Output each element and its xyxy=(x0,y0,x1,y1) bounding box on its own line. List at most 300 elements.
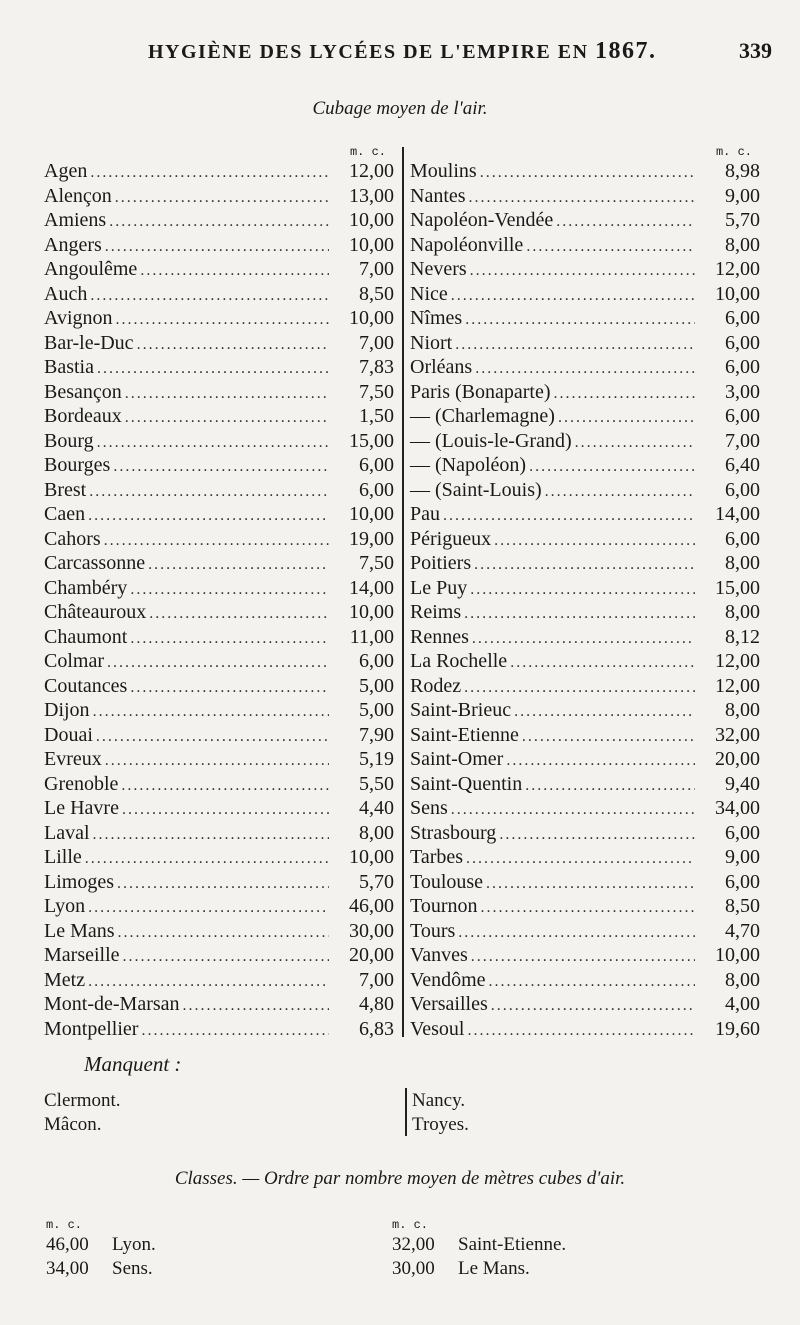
air-volume-value: 10,00 xyxy=(715,944,760,966)
classes-right xyxy=(392,1218,566,1282)
air-volume-value: 15,00 xyxy=(715,576,760,599)
air-volume-value: 12,00 xyxy=(715,674,760,697)
air-volume-value: 8,12 xyxy=(725,625,760,648)
lycee-name: Nevers xyxy=(410,258,467,280)
right-column xyxy=(410,145,760,1042)
page-number: 339 xyxy=(739,38,772,63)
table-subtitle: Cubage moyen de l'air. xyxy=(312,98,488,119)
table-row xyxy=(44,209,394,234)
table-row xyxy=(410,577,760,602)
leader-dots xyxy=(122,801,329,819)
classes-name: Sens. xyxy=(112,1258,153,1279)
lycee-name: Sens xyxy=(410,797,448,819)
air-volume-value: 10,00 xyxy=(349,846,394,868)
lycee-name: Périgueux xyxy=(410,527,492,550)
lycee-name: Amiens xyxy=(44,209,107,231)
column-divider xyxy=(402,147,404,1037)
leader-dots xyxy=(464,679,695,697)
table-row xyxy=(410,430,760,455)
table-row xyxy=(44,160,394,185)
air-volume-value: 6,40 xyxy=(725,454,760,476)
classes-value: 46,00 xyxy=(46,1234,89,1255)
lycee-name: Carcassonne xyxy=(44,552,146,574)
air-volume-value: 14,00 xyxy=(349,576,394,599)
table-row xyxy=(44,822,394,847)
table-row xyxy=(44,699,394,724)
classes-heading xyxy=(0,1168,800,1190)
lycee-name: Lille xyxy=(44,846,82,868)
lycee-name: Le Puy xyxy=(410,576,468,599)
leader-dots xyxy=(97,360,329,378)
classes-row xyxy=(46,1258,156,1282)
air-volume-value: 4,70 xyxy=(725,919,760,942)
leader-dots xyxy=(115,189,329,207)
lycee-name: Tarbes xyxy=(410,846,464,868)
lycee-name: Cahors xyxy=(44,527,101,550)
leader-dots xyxy=(90,164,329,182)
lycee-name: Bordeaux xyxy=(44,405,122,427)
leader-dots xyxy=(510,654,695,672)
air-volume-value: 8,50 xyxy=(359,282,394,305)
leader-dots xyxy=(455,336,695,354)
leader-dots xyxy=(467,1022,695,1040)
table-row xyxy=(44,503,394,528)
running-title-text: HYGIÈNE DES LYCÉES DE L'EMPIRE EN xyxy=(148,41,589,63)
leader-dots xyxy=(149,605,329,623)
air-volume-value: 6,00 xyxy=(725,478,760,501)
lycee-name: Limoges xyxy=(44,870,114,893)
lycee-name: Agen xyxy=(44,160,88,182)
leader-dots xyxy=(96,728,329,746)
leader-dots xyxy=(529,458,695,476)
leader-dots xyxy=(121,777,329,795)
leader-dots xyxy=(141,1022,329,1040)
lycee-name: Tournon xyxy=(410,895,478,917)
air-volume-value: 8,00 xyxy=(359,821,394,844)
leader-dots xyxy=(140,262,329,280)
air-volume-value: 14,00 xyxy=(715,503,760,525)
table-row xyxy=(410,381,760,406)
air-volume-value: 8,00 xyxy=(725,968,760,991)
lycee-name: Niort xyxy=(410,331,453,354)
air-volume-value: 8,98 xyxy=(725,160,760,182)
table-row xyxy=(410,234,760,259)
leader-dots xyxy=(558,409,695,427)
manquent-left-list xyxy=(44,1090,121,1138)
air-volume-value: 10,00 xyxy=(349,209,394,231)
lycee-name: La Rochelle xyxy=(410,650,508,672)
lycee-name: Coutances xyxy=(44,674,128,697)
leader-dots xyxy=(123,948,329,966)
leader-dots xyxy=(575,434,695,452)
lycee-name: Saint-Omer xyxy=(410,748,504,770)
air-volume-value: 46,00 xyxy=(349,895,394,917)
table-row xyxy=(410,185,760,210)
table-row xyxy=(44,846,394,871)
leader-dots xyxy=(148,556,329,574)
air-volume-value: 4,00 xyxy=(725,993,760,1015)
air-volume-value: 7,90 xyxy=(359,723,394,746)
air-volume-value: 6,00 xyxy=(725,527,760,550)
lycee-name: Douai xyxy=(44,723,93,746)
table-row xyxy=(44,185,394,210)
lycee-name: Grenoble xyxy=(44,772,119,795)
lycee-name: Lyon xyxy=(44,895,86,917)
table-row xyxy=(44,797,394,822)
lycee-name: Montpellier xyxy=(44,1017,139,1040)
leader-dots xyxy=(107,654,329,672)
leader-dots xyxy=(130,630,329,648)
lycee-name: Mont-de-Marsan xyxy=(44,993,180,1015)
air-volume-value: 1,50 xyxy=(359,405,394,427)
lycee-name: Avignon xyxy=(44,307,113,329)
classes-value: 34,00 xyxy=(46,1258,89,1279)
leader-dots xyxy=(183,997,329,1015)
table-row xyxy=(410,307,760,332)
table-row xyxy=(44,307,394,332)
classes-label: Classes. xyxy=(174,1168,238,1189)
leader-dots xyxy=(545,483,695,501)
lycee-name: Bourg xyxy=(44,429,94,452)
leader-dots xyxy=(97,434,329,452)
table-row xyxy=(410,528,760,553)
air-volume-value: 20,00 xyxy=(715,748,760,770)
leader-dots xyxy=(130,581,329,599)
lycee-name: Brest xyxy=(44,478,87,501)
air-volume-value: 12,00 xyxy=(349,160,394,182)
manquent-heading: Manquent : xyxy=(84,1052,182,1076)
leader-dots xyxy=(93,703,329,721)
lycee-name: Napoléonville xyxy=(410,233,524,256)
table-row xyxy=(410,454,760,479)
table-row xyxy=(44,332,394,357)
leader-dots xyxy=(116,311,329,329)
leader-dots xyxy=(526,238,695,256)
lycee-name: Paris (Bonaparte) xyxy=(410,380,551,403)
manquent-item: Clermont. xyxy=(44,1090,121,1111)
lycee-name: Saint-Quentin xyxy=(410,772,523,795)
lycee-name: Colmar xyxy=(44,650,104,672)
lycee-name: Besançon xyxy=(44,380,122,403)
lycee-name: Laval xyxy=(44,821,90,844)
air-volume-value: 32,00 xyxy=(715,723,760,746)
leader-dots xyxy=(489,973,695,991)
leader-dots xyxy=(113,458,329,476)
leader-dots xyxy=(472,630,695,648)
leader-dots xyxy=(486,875,695,893)
table-row xyxy=(410,405,760,430)
air-volume-value: 5,70 xyxy=(725,209,760,231)
lycee-name: Orléans xyxy=(410,356,473,378)
leader-dots xyxy=(109,213,329,231)
lycee-name: Dijon xyxy=(44,699,90,721)
air-volume-value: 7,83 xyxy=(359,356,394,378)
table-row xyxy=(44,748,394,773)
leader-dots xyxy=(480,899,695,917)
table-row xyxy=(410,552,760,577)
air-volume-value: 8,00 xyxy=(725,601,760,623)
running-title-year: 1867. xyxy=(595,38,657,64)
table-row xyxy=(44,871,394,896)
air-volume-value: 7,50 xyxy=(359,552,394,574)
table-row xyxy=(44,626,394,651)
air-volume-value: 10,00 xyxy=(349,233,394,256)
air-volume-value: 11,00 xyxy=(349,625,394,648)
table-row xyxy=(44,405,394,430)
leader-dots xyxy=(137,336,329,354)
lycee-name: Vendôme xyxy=(410,968,486,991)
table-row xyxy=(44,650,394,675)
table-row xyxy=(44,234,394,259)
classes-row xyxy=(46,1234,156,1258)
air-volume-value: 9,00 xyxy=(725,846,760,868)
lycee-name: Rennes xyxy=(410,625,469,648)
table-row xyxy=(410,209,760,234)
table-row xyxy=(44,283,394,308)
table-row xyxy=(44,773,394,798)
air-volume-value: 12,00 xyxy=(715,258,760,280)
leader-dots xyxy=(117,875,329,893)
air-volume-value: 8,00 xyxy=(725,552,760,574)
lycee-name: Poitiers xyxy=(410,552,472,574)
lycee-name: Chambéry xyxy=(44,576,128,599)
leader-dots xyxy=(104,532,329,550)
manquent-item: Troyes. xyxy=(412,1114,469,1135)
air-volume-value: 7,00 xyxy=(359,331,394,354)
air-volume-value: 6,00 xyxy=(725,821,760,844)
table-row xyxy=(410,724,760,749)
air-volume-value: 10,00 xyxy=(715,282,760,305)
leader-dots xyxy=(506,752,695,770)
air-volume-value: 6,00 xyxy=(725,405,760,427)
leader-dots xyxy=(554,385,695,403)
table-row xyxy=(410,283,760,308)
classes-row xyxy=(392,1258,566,1282)
table-row xyxy=(44,381,394,406)
lycee-name: Napoléon-Vendée xyxy=(410,209,554,231)
air-volume-value: 15,00 xyxy=(349,429,394,452)
lycee-name: Vanves xyxy=(410,944,468,966)
lycee-name: Versailles xyxy=(410,993,488,1015)
table-row xyxy=(44,528,394,553)
classes-unit-left: m. c. xyxy=(46,1218,83,1232)
lycee-name: — (Napoléon) xyxy=(410,454,527,476)
table-row xyxy=(44,454,394,479)
leader-dots xyxy=(125,385,329,403)
table-row xyxy=(410,479,760,504)
leader-dots xyxy=(88,899,329,917)
leader-dots xyxy=(470,262,695,280)
air-volume-value: 7,00 xyxy=(359,258,394,280)
leader-dots xyxy=(475,360,695,378)
table-row xyxy=(44,675,394,700)
manquent-divider xyxy=(405,1088,407,1136)
leader-dots xyxy=(499,826,695,844)
manquent-item: Nancy. xyxy=(412,1090,466,1111)
leader-dots xyxy=(443,507,695,525)
table-row xyxy=(44,356,394,381)
table-row xyxy=(44,552,394,577)
left-column xyxy=(44,145,394,1042)
air-volume-value: 9,40 xyxy=(725,772,760,795)
running-head xyxy=(40,38,772,65)
table-row xyxy=(410,748,760,773)
lycee-name: Bastia xyxy=(44,356,94,378)
air-volume-value: 19,60 xyxy=(715,1017,760,1040)
leader-dots xyxy=(458,924,695,942)
air-volume-value: 20,00 xyxy=(349,944,394,966)
air-volume-value: 10,00 xyxy=(349,503,394,525)
classes-name: Lyon. xyxy=(112,1234,156,1255)
leader-dots xyxy=(105,238,329,256)
table-row xyxy=(410,601,760,626)
leader-dots xyxy=(93,826,329,844)
table-row xyxy=(410,944,760,969)
table-row xyxy=(410,773,760,798)
leader-dots xyxy=(88,507,329,525)
table-row xyxy=(44,430,394,455)
leader-dots xyxy=(494,532,695,550)
leader-dots xyxy=(556,213,695,231)
manquent-right-list xyxy=(412,1090,469,1138)
lycee-name: Caen xyxy=(44,503,86,525)
classes-value: 30,00 xyxy=(392,1258,435,1279)
air-volume-value: 7,00 xyxy=(725,429,760,452)
table-row xyxy=(410,626,760,651)
lycee-name: Nantes xyxy=(410,184,466,207)
air-volume-value: 8,00 xyxy=(725,699,760,721)
air-volume-value: 6,00 xyxy=(725,307,760,329)
leader-dots xyxy=(471,948,695,966)
lycee-name: Rodez xyxy=(410,674,462,697)
lycee-name: Moulins xyxy=(410,160,477,182)
leader-dots xyxy=(90,287,329,305)
leader-dots xyxy=(465,311,695,329)
lycee-name: Le Havre xyxy=(44,797,119,819)
air-volume-value: 6,00 xyxy=(359,650,394,672)
leader-dots xyxy=(130,679,329,697)
leader-dots xyxy=(491,997,695,1015)
air-volume-value: 3,00 xyxy=(725,380,760,403)
lycee-name: Angers xyxy=(44,233,102,256)
lycee-name: Le Mans xyxy=(44,919,115,942)
classes-text: — Ordre par nombre moyen de mètres cubes d'air. xyxy=(242,1168,626,1189)
air-volume-value: 8,00 xyxy=(725,233,760,256)
lycee-name: — (Louis-le-Grand) xyxy=(410,429,572,452)
lycee-name: Châteauroux xyxy=(44,601,147,623)
unit-label-right: m. c. xyxy=(715,145,752,159)
lycee-name: Alençon xyxy=(44,184,112,207)
leader-dots xyxy=(466,850,695,868)
classes-name: Saint-Etienne. xyxy=(458,1234,567,1255)
lycee-name: Strasbourg xyxy=(410,821,497,844)
leader-dots xyxy=(105,752,329,770)
lycee-name: Metz xyxy=(44,968,86,991)
classes-value: 32,00 xyxy=(392,1234,435,1255)
table-row xyxy=(410,895,760,920)
table-row xyxy=(410,846,760,871)
lycee-name: Nîmes xyxy=(410,307,463,329)
air-volume-value: 5,00 xyxy=(359,674,394,697)
leader-dots xyxy=(118,924,329,942)
table-row xyxy=(44,601,394,626)
lycee-name: Saint-Etienne xyxy=(410,723,519,746)
lycee-name: Nice xyxy=(410,282,448,305)
air-volume-value: 5,00 xyxy=(359,699,394,721)
leader-dots xyxy=(464,605,695,623)
air-volume-value: 12,00 xyxy=(715,650,760,672)
leader-dots xyxy=(88,973,329,991)
lycee-name: Bourges xyxy=(44,454,111,476)
table-row xyxy=(44,993,394,1018)
leader-dots xyxy=(522,728,695,746)
air-volume-value: 6,00 xyxy=(359,454,394,476)
leader-dots xyxy=(470,581,695,599)
table-row xyxy=(410,356,760,381)
air-volume-value: 6,00 xyxy=(725,870,760,893)
table-row xyxy=(410,797,760,822)
lycee-name: Chaumont xyxy=(44,625,128,648)
unit-label-left: m. c. xyxy=(349,145,386,159)
table-row xyxy=(410,1018,760,1043)
table-row xyxy=(410,699,760,724)
lycee-name: Saint-Brieuc xyxy=(410,699,512,721)
table-row xyxy=(410,160,760,185)
running-title xyxy=(148,38,657,65)
air-volume-value: 19,00 xyxy=(349,527,394,550)
table-row xyxy=(44,258,394,283)
air-volume-value: 10,00 xyxy=(349,601,394,623)
air-volume-value: 5,19 xyxy=(359,748,394,770)
air-volume-value: 4,40 xyxy=(359,797,394,819)
air-volume-value: 10,00 xyxy=(349,307,394,329)
classes-row xyxy=(392,1234,566,1258)
air-volume-value: 13,00 xyxy=(349,184,394,207)
table-row xyxy=(44,944,394,969)
lycee-name: Vesoul xyxy=(410,1017,465,1040)
air-volume-value: 6,00 xyxy=(725,356,760,378)
classes-left xyxy=(46,1218,156,1282)
air-volume-value: 7,00 xyxy=(359,968,394,991)
table-row xyxy=(44,920,394,945)
manquent-item: Mâcon. xyxy=(44,1114,102,1135)
air-volume-value: 5,50 xyxy=(359,772,394,795)
lycee-name: Bar-le-Duc xyxy=(44,331,134,354)
classes-unit-right: m. c. xyxy=(392,1218,429,1232)
air-volume-value: 9,00 xyxy=(725,184,760,207)
leader-dots xyxy=(451,287,695,305)
air-volume-value: 30,00 xyxy=(349,919,394,942)
leader-dots xyxy=(89,483,329,501)
table-row xyxy=(44,969,394,994)
lycee-name: Reims xyxy=(410,601,462,623)
leader-dots xyxy=(514,703,695,721)
table-row xyxy=(44,1018,394,1043)
table-row xyxy=(410,675,760,700)
classes-name: Le Mans. xyxy=(458,1258,530,1279)
air-volume-value: 5,70 xyxy=(359,870,394,893)
lycee-name: Toulouse xyxy=(410,870,484,893)
leader-dots xyxy=(451,801,695,819)
air-volume-value: 34,00 xyxy=(715,797,760,819)
lycee-name: — (Saint-Louis) xyxy=(410,478,542,501)
table-row xyxy=(44,577,394,602)
leader-dots xyxy=(525,777,695,795)
table-row xyxy=(410,332,760,357)
table-row xyxy=(410,258,760,283)
table-row xyxy=(410,503,760,528)
lycee-name: — (Charlemagne) xyxy=(410,405,555,427)
